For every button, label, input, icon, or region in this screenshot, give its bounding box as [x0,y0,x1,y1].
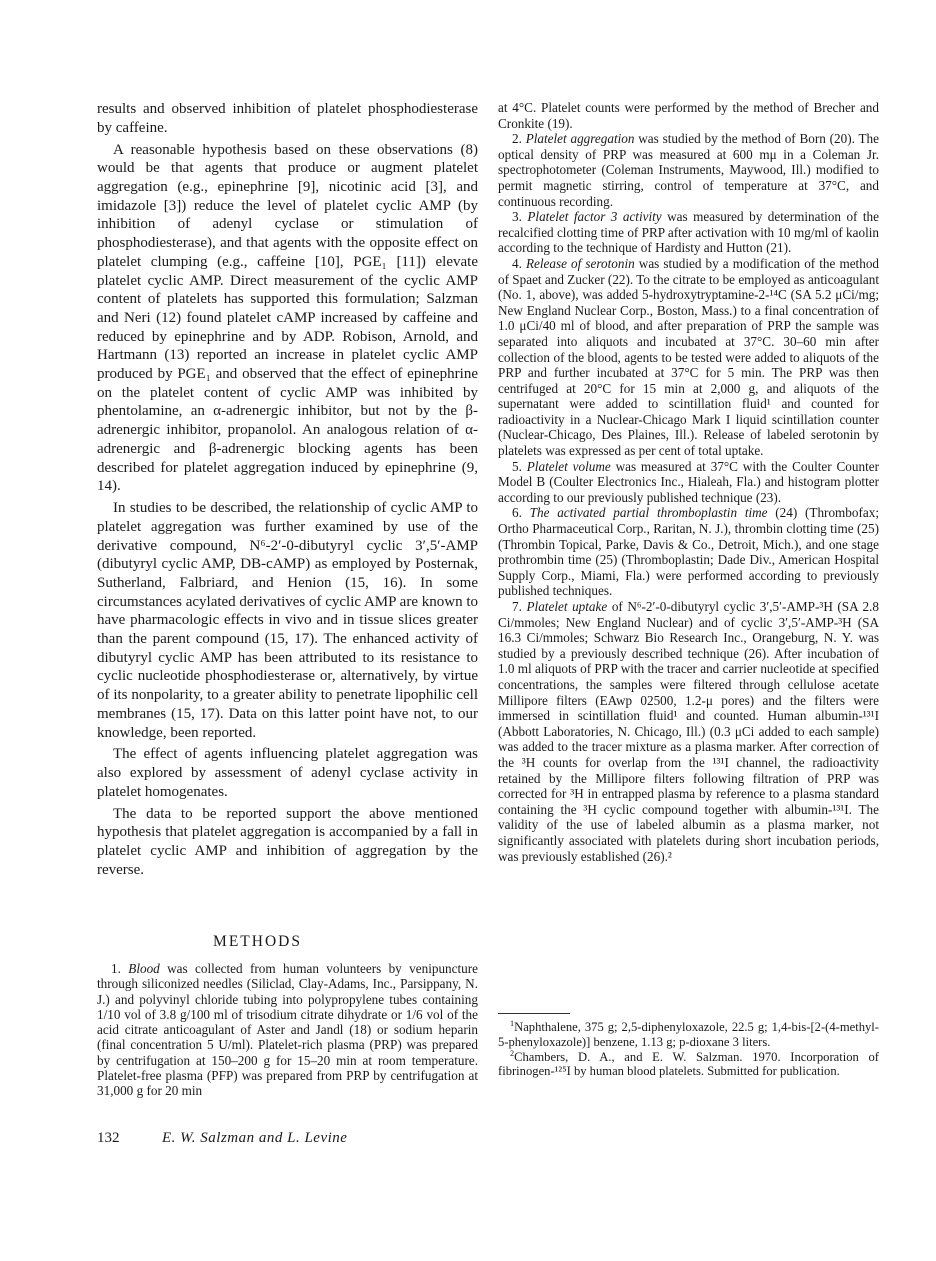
item-text: of N⁶-2′-0-dibutyryl cyclic 3′,5′-AMP-³H (SA 2.8 Ci/mmoles; New England Nuclear) and of cyclic 3′,5′-AMP-³H (SA 16.3 Ci/mmoles; Schwarz Bio Research Inc., Orangeburg, N. Y. was studied by a previously described technique (26). After incubation of 1.0 ml aliquots of PRP with the tracer and carrier nucleotide at specified concentrations, the samples were filtered through cellulose acetate Millipore filters (EAwp 02500, 1.2-μ pores) and the filters were immersed in scintillation fluid¹ and counted. Human albumin-¹³¹I (Abbott Laboratories, N. Chicago, Ill.) (0.3 μCi added to each sample) was added to the tracer mixture as a plasma marker. After correction of the ³H counts for overlap from the ¹³¹I channel, the radioactivity retained by the Millipore filters following filtration of PRP was corrected for ³H in entrapped plasma by reference to a plasma standard containing the ³H cyclic compound together with albumin-¹³¹I. The validity of the use of labeled albumin as a plasma marker, not significantly associated with platelets during short incubation periods, was previously established (26).² [498,599,880,864]
item-number: 2. [512,131,522,147]
section-heading-methods: METHODS [213,933,302,950]
method-item [498,209,879,256]
item-number: 6. [512,505,522,521]
paragraph: The effect of agents influencing platelet aggregation was also explored by assessment of adenyl cyclase activity in platelet homogenates. [97,746,478,800]
footnote-text: Naphthalene, 375 g; 2,5-diphenyloxazole, 22.5 g; 1,4-bis-[2-(4-methyl-5-phenyloxazole)] benzene, 1.13 g; p-dioxane 3 liters. [498,1020,879,1049]
page-footer [97,1130,347,1147]
item-lead: Platelet uptake [526,599,608,614]
item-lead: The activated partial thromboplastin time [529,505,768,521]
footnotes [498,1020,879,1079]
footnote-divider [498,1013,570,1014]
method-item [498,599,879,864]
method-item [498,459,879,506]
running-authors: E. W. Salzman and L. Levine [162,1130,348,1146]
item-text: was studied by a modification of the method of Spaet and Zucker (22). To the citrate to be employed as anticoagulant (No. 1, above), was added 5-hydroxytryptamine-2-¹⁴C (SA 5.2 μCi/mg; New England Nuclear Corp., Boston, Mass.) to a final concentration of 1.0 μCi/40 ml of blood, and after preparation of PRP the sample was separated into aliquots and incubated at 37°C. 30–60 min after collection of the blood, agents to be tested were added to aliquots of the PRP and further incubated at 37°C for 5 min. The PRP was then centrifuged at 20°C for 15 min at 2,000 g, and aliquots of the supernatant were added to scintillation fluid¹ and counted for radioactivity in a Nuclear-Chicago Mark I liquid scintillation counter (Nuclear-Chicago, Des Plaines, Ill.). Release of labeled serotonin by platelets was expressed as per cent of total uptake. [498,255,880,459]
item-text: (24) (Thrombofax; Ortho Pharmaceutical Corp., Raritan, N. J.), thrombin clotting time (25) (Thrombin Topical, Parke, Davis & Co., Detroit, Mich.), and one stage prothrombin time (25) (Thromboplastin; Dade Div., American Hospital Supply Corp., Miami, Fla.) were performed according to previously published techniques. [498,505,879,599]
item-lead: Platelet aggregation [525,131,635,147]
item-text: was studied by the method of Born (20). The optical density of PRP was measured at 600 mμ in a Coleman Jr. spectrophotometer (Coleman Instruments, Maywood, Ill.) modified to permit magnetic stirring, control of temperature at 37°C, and continuous recording. [498,131,879,209]
footnote [498,1020,879,1050]
paragraph: A reasonable hypothesis based on these observations (8) would be that agents that produce or augment platelet aggregation (e.g., epinephrine [9], nicotinic acid [3], and imidazole [3]) reduce the level of platelet cyclic AMP (by inhibition of adenyl cyclase or stimulation of phosphodiesterase), and that agents with the opposite effect on platelet clumping (e.g., caffeine [10], PGE₁ [11]) elevate platelet cyclic AMP. Direct measurement of the cyclic AMP content of platelets has supported this formulation; Salzman and Neri (12) found platelet cAMP increased by caffeine and reduced by epinephrine and by ADP. Robison, Arnold, and Hartmann (13) reported an increase in platelet cyclic AMP produced by PGE₁ and observed that the effect of epinephrine on the platelet content of cyclic AMP was inhibited by phentolamine, an α-adrenergic inhibitor, but not by the β-adrenergic inhibitor, propanolol. An analogous relation of α-adrenergic and β-adrenergic blocking agents has been described for platelet aggregation induced by epinephrine (9, 14). [97,141,478,495]
footnote [498,1050,879,1080]
item-lead: Release of serotonin [525,255,635,271]
paragraph: The data to be reported support the above mentioned hypothesis that platelet aggregation is accompanied by a fall in platelet cyclic AMP and inhibition of aggregation by the reverse. [97,805,478,878]
item-number: 7. [512,599,522,614]
method-item [498,131,879,209]
item-lead: Platelet volume [526,458,611,474]
item-lead: Platelet factor 3 activity [527,209,662,225]
method-item [97,961,478,1099]
paragraph: In studies to be described, the relationship of cyclic AMP to platelet aggregation was further examined by use of the derivative compound, N⁶-2′-0-dibutyryl cyclic 3′,5′-AMP (dibutyryl cyclic AMP, DB-cAMP) as employed by Posternak, Sutherland, Falbriard, and Henion (15, 16). In some circumstances acylated derivatives of cyclic AMP are known to have pharmacologic effects in vivo and in tissue slices greater than the parent compound (15, 17). The enhanced activity of dibutyryl cyclic AMP has been attributed to its resistance to cyclic nucleotide phosphodiesterase or, alternatively, by virtue of its nonpolarity, to a greater ability to penetrate lipophilic cell membranes (15, 17). Data on this latter point have not, to our knowledge, been reported. [97,500,478,741]
footnote-text: Chambers, D. A., and E. W. Salzman. 1970. Incorporation of fibrinogen-¹²⁵I by human blood platelets. Submitted for publication. [498,1049,879,1079]
paragraph: results and observed inhibition of platelet phosphodiesterase by caffeine. [97,101,478,136]
item-text: was measured at 37°C with the Coulter Counter Model B (Coulter Electronics Inc., Hialeah, Fla.) and histogram plotter according to our previously published technique (23). [498,458,879,505]
methods-text-left [97,961,478,1099]
item-number: 3. [512,209,522,225]
item-text: was collected from human volunteers by venipuncture through siliconized needles (Siliclad, Clay-Adams, Inc., Parsippany, N. J.) and polyvinyl chloride tubing into polypropylene tubes containing 1/10 vol of 3.8 g/100 ml of trisodium citrate dihydrate or 1/6 vol of the acid citrate anticoagulant of Aster and Jandl (18) or sodium heparin (final concentration 5 U/ml). Platelet-rich plasma (PRP) was prepared by centrifugation at 150–200 g for 15–20 min at room temperature. Platelet-free plasma (PFP) was prepared from PRP by centrifugation at 31,000 g for 20 min [97,961,478,1099]
item-text: was measured by determination of the recalcified clotting time of PRP after activation with 10 mg/ml of kaolin according to the technique of Hardisty and Hutton (21). [498,209,880,256]
intro-text-column [97,100,478,883]
item-number: 1. [111,961,121,976]
method-item [498,256,879,459]
item-number: 5. [512,458,522,474]
method-item-continued: at 4°C. Platelet counts were performed by the method of Brecher and Cronkite (19). [498,100,879,131]
footnote-mark: 2 [510,1048,515,1058]
method-item [498,505,879,599]
footnote-mark: 1 [510,1018,515,1028]
item-number: 4. [512,255,522,271]
page-number: 132 [97,1130,120,1146]
methods-text-right [498,100,879,864]
item-lead: Blood [128,961,160,976]
